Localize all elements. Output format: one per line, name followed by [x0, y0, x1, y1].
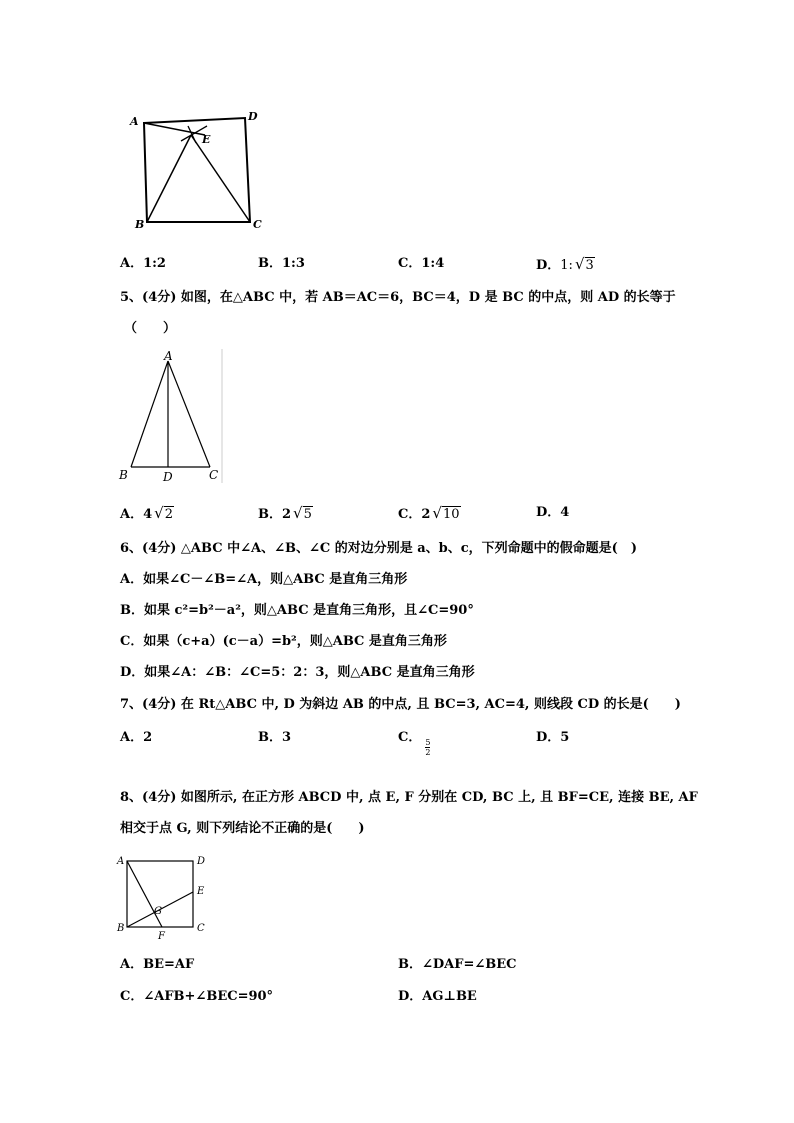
fig8-label-g: G [154, 906, 162, 917]
q4-option-d-prefix: D． [536, 258, 561, 273]
fig5-label-d: D [163, 470, 173, 484]
fig8-label-b: B [117, 923, 125, 934]
q5-option-c-sqrt: √10 [432, 504, 460, 522]
fig4-line-ce [191, 135, 250, 222]
fig8-label-d: D [197, 856, 206, 867]
q4-option-c[interactable]: C．1:4 [398, 256, 445, 271]
q7-stem: 7、(4分) 在 Rt△ABC 中, D 为斜边 AB 的中点, 且 BC=3, AC=4, 则线段 CD 的长是( ) [120, 697, 681, 712]
fig8-label-c: C [197, 923, 205, 934]
q7-option-b[interactable]: B．3 [258, 730, 292, 745]
q6-option-d[interactable]: D．如果∠A：∠B：∠C=5：2：3，则△ABC 是直角三角形 [120, 665, 475, 680]
q8-stem-line1: 8、(4分) 如图所示, 在正方形 ABCD 中, 点 E, F 分别在 CD, BC 上, 且 BF=CE, 连接 BE, AF [120, 790, 698, 805]
fig4-label-a: A [130, 115, 139, 128]
q5-option-b-radicand: 5 [303, 507, 312, 522]
fig4-label-d: D [248, 110, 258, 123]
fig8-label-f: F [158, 931, 165, 942]
fig5-label-b: B [119, 468, 128, 482]
q8-option-c[interactable]: C．∠AFB+∠BEC=90° [120, 989, 274, 1004]
q5-option-d[interactable]: D．4 [536, 505, 570, 520]
q5-option-a-prefix: A．4 [120, 507, 153, 522]
q6-stem: 6、(4分) △ABC 中∠A、∠B、∠C 的对边分别是 a、b、c，下列命题中的假命题是( ) [120, 541, 637, 556]
q5-option-c[interactable] [398, 505, 461, 523]
q4-option-d-sqrt: √3 [574, 255, 594, 273]
q8-option-d[interactable]: D．AG⊥BE [398, 989, 477, 1004]
q7-option-c[interactable] [398, 730, 430, 757]
q4-option-d[interactable] [536, 256, 595, 274]
q5-option-a-sqrt: √2 [154, 504, 173, 522]
fig4-line-be [147, 135, 191, 222]
q8-stem-line2: 相交于点 G, 则下列结论不正确的是( ) [120, 821, 365, 836]
q6-option-c[interactable]: C．如果（c+a）(c－a）=b²，则△ABC 是直角三角形 [120, 634, 447, 649]
fig8-label-e: E [197, 886, 205, 897]
fig4-line-ae [144, 123, 205, 135]
q5-option-a-radicand: 2 [164, 507, 173, 522]
q4-option-b[interactable]: B．1:3 [258, 256, 305, 271]
fig4-label-b: B [135, 218, 145, 231]
fig5-label-c: C [209, 468, 219, 482]
fig4-arc-mark-2 [188, 126, 196, 143]
q7-option-a[interactable]: A．2 [120, 730, 153, 745]
q4-option-d-expr: 1: [560, 258, 573, 273]
figure-q4 [125, 105, 275, 235]
fig5-line-ac [168, 361, 210, 467]
q8-option-b[interactable]: B．∠DAF=∠BEC [398, 957, 517, 972]
q4-option-d-radicand: 3 [585, 258, 594, 273]
q5-stem-line2: （ ） [124, 321, 177, 336]
q4-option-a[interactable]: A．1:2 [120, 256, 166, 271]
figure-q5 [118, 349, 228, 489]
q7-option-c-den: 2 [425, 748, 431, 757]
fig4-label-c: C [253, 218, 262, 231]
q6-option-b[interactable]: B．如果 c²=b²－a²，则△ABC 是直角三角形，且∠C=90° [120, 603, 474, 618]
fig5-line-ab [131, 361, 168, 467]
q5-option-a[interactable] [120, 505, 174, 523]
figure-q8 [115, 851, 215, 943]
q6-option-a[interactable]: A．如果∠C－∠B=∠A，则△ABC 是直角三角形 [120, 572, 408, 587]
q8-option-a[interactable]: A．BE=AF [120, 957, 195, 972]
fig8-label-a: A [117, 856, 125, 867]
q5-option-c-radicand: 10 [442, 507, 460, 522]
fig4-label-e: E [202, 133, 211, 146]
q5-stem-line1: 5、(4分) 如图，在△ABC 中，若 AB＝AC＝6，BC＝4，D 是 BC 的中点，则 AD 的长等于 [120, 290, 676, 305]
q5-option-b-prefix: B．2 [258, 507, 292, 522]
fig5-label-a: A [164, 349, 173, 363]
q7-option-c-fraction [425, 738, 430, 757]
q5-option-b[interactable] [258, 505, 313, 523]
q7-option-c-prefix: C． [398, 730, 422, 745]
q7-option-c-num: 5 [425, 738, 431, 747]
q5-option-b-sqrt: √5 [293, 504, 312, 522]
q7-option-d[interactable]: D．5 [536, 730, 570, 745]
fig8-square [127, 861, 193, 927]
q5-option-c-prefix: C．2 [398, 507, 431, 522]
